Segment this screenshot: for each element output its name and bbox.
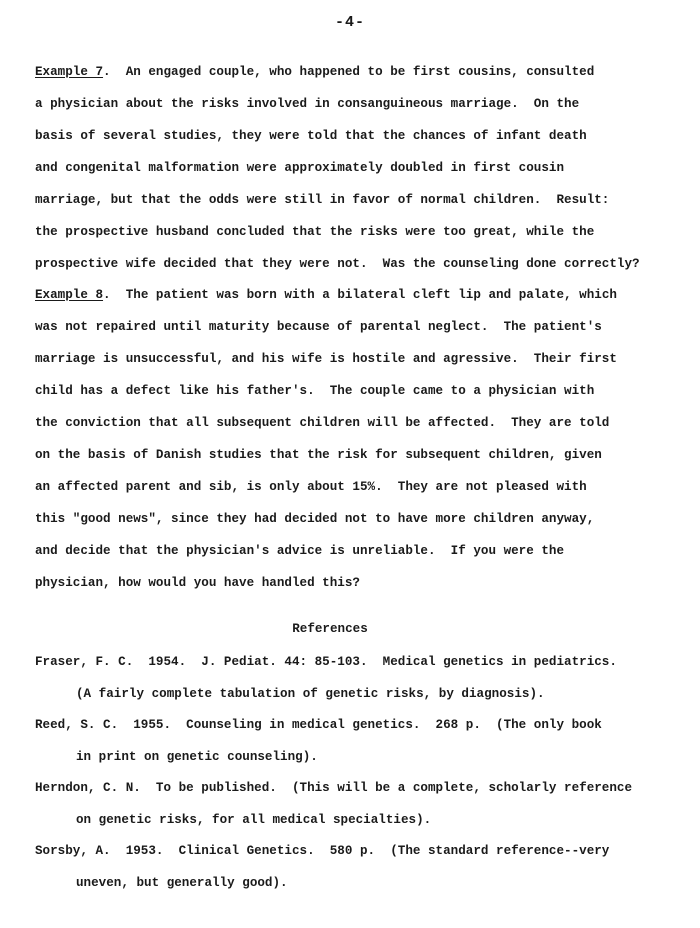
example7-line: a physician about the risks involved in consanguineous marriage. On the <box>35 97 580 111</box>
example7-first-line-text: . An engaged couple, who happened to be first cousins, consulted <box>103 65 595 79</box>
example8-line: and decide that the physician's advice is unreliable. If you were the <box>35 544 565 558</box>
example7-line: prospective wife decided that they were not. Was the counseling done correctly? <box>35 257 640 271</box>
example7-line: the prospective husband concluded that the risks were too great, while the <box>35 225 595 239</box>
reference-item-line2: on genetic risks, for all medical specialties). <box>76 813 432 827</box>
reference-item-line2: in print on genetic counseling). <box>76 750 318 764</box>
references-heading: References <box>292 622 368 636</box>
example8-line: physician, how would you have handled this? <box>35 576 360 590</box>
example7-label: Example 7 <box>35 65 104 79</box>
example7-line: marriage, but that the odds were still in favor of normal children. Result: <box>35 193 610 207</box>
reference-item-line1: Herndon, C. N. To be published. (This will be a complete, scholarly reference <box>35 781 633 795</box>
example8-first-line-text: . The patient was born with a bilateral cleft lip and palate, which <box>103 288 617 302</box>
reference-item-line1: Fraser, F. C. 1954. J. Pediat. 44: 85-103. Medical genetics in pediatrics. <box>35 655 617 669</box>
reference-item-line1: Reed, S. C. 1955. Counseling in medical genetics. 268 p. (The only book <box>35 718 602 732</box>
example7-line: and congenital malformation were approximately doubled in first cousin <box>35 161 565 175</box>
example8-line: on the basis of Danish studies that the risk for subsequent children, given <box>35 448 602 462</box>
reference-item-line2: uneven, but generally good). <box>76 876 288 890</box>
example8-line: an affected parent and sib, is only about 15%. They are not pleased with <box>35 480 587 494</box>
example8-label: Example 8 <box>35 288 104 302</box>
example8-line: was not repaired until maturity because of parental neglect. The patient's <box>35 320 602 334</box>
example8-line: marriage is unsuccessful, and his wife is hostile and agressive. Their first <box>35 352 617 366</box>
example8-line: child has a defect like his father's. The couple came to a physician with <box>35 384 595 398</box>
reference-item-line1: Sorsby, A. 1953. Clinical Genetics. 580 p. (The standard reference--very <box>35 844 610 858</box>
example8-first-line <box>35 287 617 303</box>
example7-first-line <box>35 64 594 80</box>
example7-line: basis of several studies, they were told that the chances of infant death <box>35 129 587 143</box>
example8-line: this "good news", since they had decided not to have more children anyway, <box>35 512 595 526</box>
example8-line: the conviction that all subsequent children will be affected. They are told <box>35 416 610 430</box>
reference-item-line2: (A fairly complete tabulation of genetic risks, by diagnosis). <box>76 687 545 701</box>
page-number: -4- <box>334 14 365 31</box>
